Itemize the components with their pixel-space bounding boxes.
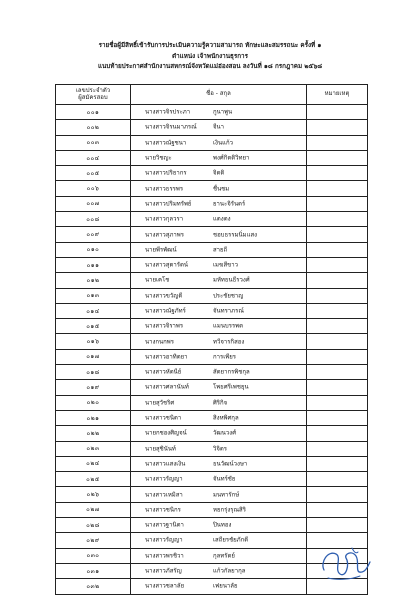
candidate-last-name: เฟยนาลัย xyxy=(213,582,238,590)
header-position: ตำแหน่ง เจ้าพนักงานธุรการ xyxy=(172,52,248,60)
note-cell xyxy=(307,334,368,349)
candidate-id-cell: ๐๒๑ xyxy=(56,410,131,425)
candidate-id-cell: ๐๐๗ xyxy=(56,196,131,211)
candidate-first-name: นางสาวจิรประภา xyxy=(145,108,191,116)
candidate-first-name: นางสาวชลาลัย xyxy=(145,582,185,590)
table-row xyxy=(56,487,368,502)
candidate-first-name: นางสาวภัสรัญ xyxy=(145,567,182,575)
note-cell xyxy=(307,441,368,456)
column-header-candidate-id-line1: เลขประจำตัว xyxy=(75,87,111,94)
table-row xyxy=(56,319,368,334)
candidate-name-cell xyxy=(131,441,307,456)
candidate-id-cell: ๐๒๓ xyxy=(56,441,131,456)
table-row xyxy=(56,365,368,380)
candidate-name-cell xyxy=(131,502,307,517)
table-row xyxy=(56,181,368,196)
candidate-id-cell: ๐๐๓ xyxy=(56,135,131,150)
candidate-name-cell xyxy=(131,242,307,257)
candidate-first-name: นางสาวชนิกร xyxy=(145,506,181,514)
candidate-first-name: นางสาวเหมิสา xyxy=(145,491,183,499)
note-cell xyxy=(307,196,368,211)
candidate-id-cell: ๐๐๕ xyxy=(56,166,131,181)
note-cell xyxy=(307,227,368,242)
table-row xyxy=(56,334,368,349)
candidate-first-name: นางสาวจิราพร xyxy=(145,322,184,330)
table-row xyxy=(56,242,368,257)
candidate-first-name: นางสาวศลานันท์ xyxy=(145,383,189,391)
table-row xyxy=(56,257,368,272)
candidate-name-cell xyxy=(131,533,307,548)
candidate-first-name: นายกชองศิญจน์ xyxy=(145,429,187,437)
candidate-table xyxy=(55,84,368,595)
candidate-last-name: จันทร์ชัย xyxy=(213,475,236,483)
candidate-last-name: สัตยากรพิชกุล xyxy=(213,368,250,376)
note-cell xyxy=(307,472,368,487)
candidate-last-name: สายถี xyxy=(213,246,228,254)
note-cell xyxy=(307,120,368,135)
candidate-first-name: นางสาวกุลวรา xyxy=(145,215,184,223)
note-cell xyxy=(307,303,368,318)
table-row xyxy=(56,105,368,120)
candidate-first-name: นายสุชินันท์ xyxy=(145,445,176,453)
candidate-name-cell xyxy=(131,349,307,364)
table-row xyxy=(56,410,368,425)
candidate-id-cell: ๐๒๙ xyxy=(56,533,131,548)
candidate-id-cell: ๐๑๐ xyxy=(56,242,131,257)
candidate-last-name: พงศ์กิตติวิทยา xyxy=(213,154,250,162)
candidate-id-cell: ๐๐๙ xyxy=(56,227,131,242)
candidate-id-cell: ๐๐๖ xyxy=(56,181,131,196)
note-cell xyxy=(307,242,368,257)
candidate-name-cell xyxy=(131,563,307,578)
column-header-candidate-id-line2: ผู้สมัครสอบ xyxy=(78,93,108,101)
table-row xyxy=(56,196,368,211)
candidate-last-name: ศิริกิจ xyxy=(213,399,228,407)
table-row xyxy=(56,150,368,165)
table-row xyxy=(56,426,368,441)
candidate-last-name: หยกรุ่งรุณสิริ xyxy=(213,506,246,514)
candidate-id-cell: ๐๒๒ xyxy=(56,426,131,441)
table-row xyxy=(56,395,368,410)
candidate-name-cell xyxy=(131,273,307,288)
candidate-id-cell: ๐๑๒ xyxy=(56,273,131,288)
candidate-last-name: โพธศรีเพชยุน xyxy=(213,383,249,391)
candidate-id-cell: ๐๓๑ xyxy=(56,563,131,578)
candidate-first-name: นางสาวสุดารัตน์ xyxy=(145,261,188,269)
candidate-last-name: การเพียร xyxy=(213,353,236,361)
table-row xyxy=(56,472,368,487)
table-row xyxy=(56,456,368,471)
candidate-first-name: นางสาวปริยากร xyxy=(145,169,187,177)
candidate-name-cell xyxy=(131,288,307,303)
candidate-name-cell xyxy=(131,518,307,533)
candidate-id-cell: ๐๐๔ xyxy=(56,150,131,165)
candidate-id-cell: ๐๑๑ xyxy=(56,257,131,272)
candidate-first-name: นางสาวแสงเงิน xyxy=(145,460,186,468)
signature-mark xyxy=(316,540,376,584)
note-cell xyxy=(307,349,368,364)
note-cell xyxy=(307,166,368,181)
candidate-name-cell xyxy=(131,105,307,120)
candidate-first-name: นางสาวขวัญดี xyxy=(145,292,183,300)
note-cell xyxy=(307,150,368,165)
candidate-last-name: จีนา xyxy=(213,123,224,131)
candidate-name-cell xyxy=(131,365,307,380)
candidate-first-name: นางสาวสุภาพร xyxy=(145,231,184,239)
candidate-last-name: ธนวัฒน์วงษา xyxy=(213,460,248,468)
candidate-name-cell xyxy=(131,380,307,395)
candidate-name-cell xyxy=(131,135,307,150)
candidate-name-cell xyxy=(131,319,307,334)
candidate-name-cell xyxy=(131,181,307,196)
candidate-first-name: นางสาวชนิดา xyxy=(145,414,182,422)
candidate-id-cell: ๐๐๒ xyxy=(56,120,131,135)
table-row xyxy=(56,212,368,227)
candidate-first-name: นางสาวณัฐชนา xyxy=(145,139,187,147)
note-cell xyxy=(307,105,368,120)
note-cell xyxy=(307,181,368,196)
candidate-first-name: นางสาวหัตนีย์ xyxy=(145,368,182,376)
candidate-last-name: วัฒนวงศ์ xyxy=(213,429,236,437)
candidate-last-name: ยานะจิรันตร์ xyxy=(213,200,246,208)
candidate-first-name: นางกนกพร xyxy=(145,338,174,346)
candidate-id-cell: ๐๑๙ xyxy=(56,380,131,395)
candidate-name-cell xyxy=(131,579,307,594)
candidate-last-name: มนทารักษ์ xyxy=(213,491,240,499)
candidate-last-name: กุลทรัตย์ xyxy=(213,552,235,560)
candidate-first-name: นางสาวปริมทรัพย์ xyxy=(145,200,192,208)
candidate-id-cell: ๐๑๘ xyxy=(56,365,131,380)
candidate-name-cell xyxy=(131,487,307,502)
candidate-name-cell xyxy=(131,456,307,471)
candidate-id-cell: ๐๒๖ xyxy=(56,487,131,502)
candidate-first-name: นางสาวรัญญา xyxy=(145,475,183,483)
header-announcement: แนบท้ายประกาศสำนักงานสหกรณ์จังหวัดแม่ฮ่องสอน ลงวันที่ ๑๘ กรกฎาคม ๒๕๖๘ xyxy=(97,63,323,70)
candidate-id-cell: ๐๑๗ xyxy=(56,349,131,364)
column-header-candidate-id xyxy=(56,85,131,105)
candidate-id-cell: ๐๑๕ xyxy=(56,319,131,334)
note-cell xyxy=(307,380,368,395)
candidate-id-cell: ๐๓๒ xyxy=(56,579,131,594)
column-header-note: หมายเหตุ xyxy=(307,85,368,105)
candidate-name-cell xyxy=(131,196,307,211)
table-row xyxy=(56,441,368,456)
candidate-name-cell xyxy=(131,120,307,135)
table-row xyxy=(56,518,368,533)
candidate-first-name: นางสาวรัญญา xyxy=(145,536,183,544)
note-cell xyxy=(307,518,368,533)
table-header-row xyxy=(56,85,368,105)
candidate-id-cell: ๐๒๗ xyxy=(56,502,131,517)
candidate-last-name: แก้วกัลยากุล xyxy=(213,567,246,575)
candidate-first-name: นายพีรพัฒน์ xyxy=(145,246,177,254)
table-row xyxy=(56,166,368,181)
candidate-first-name: นายวิชญะ xyxy=(145,154,172,162)
candidate-id-cell: ๐๑๓ xyxy=(56,288,131,303)
note-cell xyxy=(307,319,368,334)
note-cell xyxy=(307,502,368,517)
table-row xyxy=(56,349,368,364)
candidate-first-name: นางสาวอาทิตยา xyxy=(145,353,188,361)
table-row xyxy=(56,502,368,517)
candidate-name-cell xyxy=(131,257,307,272)
candidate-last-name: สิงหพิศกุล xyxy=(213,414,239,422)
table-row xyxy=(56,303,368,318)
candidate-last-name: ทวีจารกิสอง xyxy=(213,338,245,346)
candidate-id-cell: ๐๓๐ xyxy=(56,548,131,563)
note-cell xyxy=(307,410,368,425)
candidate-first-name: นางสาวจิรนมาภรณ์ xyxy=(145,123,197,131)
note-cell xyxy=(307,212,368,227)
table-row xyxy=(56,227,368,242)
candidate-id-cell: ๐๐๑ xyxy=(56,105,131,120)
candidate-name-cell xyxy=(131,227,307,242)
candidate-last-name: กูนาพูน xyxy=(213,108,233,116)
candidate-name-cell xyxy=(131,395,307,410)
candidate-last-name: แดงตง xyxy=(213,215,231,223)
candidate-name-cell xyxy=(131,472,307,487)
candidate-first-name: นายสุวัชริศ xyxy=(145,399,175,407)
candidate-first-name: นายเคโช xyxy=(145,276,170,284)
table-row xyxy=(56,288,368,303)
candidate-last-name: วิจิตร xyxy=(213,445,228,453)
candidate-last-name: เสถียรชัยภักดี xyxy=(213,536,249,544)
candidate-first-name: นางสาวธรรพร xyxy=(145,185,184,193)
note-cell xyxy=(307,365,368,380)
table-row xyxy=(56,273,368,288)
table-body xyxy=(56,105,368,595)
note-cell xyxy=(307,257,368,272)
candidate-name-cell xyxy=(131,410,307,425)
candidate-last-name: เมฆสีขาว xyxy=(213,261,238,269)
candidate-name-cell xyxy=(131,150,307,165)
candidate-id-cell: ๐๒๘ xyxy=(56,518,131,533)
table-row xyxy=(56,380,368,395)
note-cell xyxy=(307,487,368,502)
note-cell xyxy=(307,426,368,441)
candidate-first-name: นางสาวพรชิวา xyxy=(145,552,184,560)
candidate-last-name: ประชัยชาญ xyxy=(213,292,244,300)
candidate-last-name: แมนบรรพต xyxy=(213,322,244,330)
candidate-name-cell xyxy=(131,426,307,441)
column-header-name: ชื่อ - สกุล xyxy=(131,85,307,105)
table-row xyxy=(56,135,368,150)
candidate-last-name: ปินทอง xyxy=(213,521,232,529)
candidate-name-cell xyxy=(131,548,307,563)
table-row xyxy=(56,120,368,135)
candidate-id-cell: ๐๑๔ xyxy=(56,303,131,318)
candidate-name-cell xyxy=(131,212,307,227)
header-title: รายชื่อผู้มีสิทธิ์เข้ารับการประเมินความรู้ความสามารถ ทักษะและสมรรถนะ ครั้งที่ ๑ xyxy=(98,42,322,49)
note-cell xyxy=(307,456,368,471)
candidate-name-cell xyxy=(131,166,307,181)
note-cell xyxy=(307,135,368,150)
candidate-name-cell xyxy=(131,303,307,318)
note-cell xyxy=(307,288,368,303)
candidate-name-cell xyxy=(131,334,307,349)
candidate-id-cell: ๐๒๕ xyxy=(56,472,131,487)
candidate-last-name: ชอบธรรมนิ่มแสง xyxy=(213,231,258,239)
candidate-last-name: มหัทธนธีรวงศ์ xyxy=(213,276,250,284)
candidate-id-cell: ๐๒๐ xyxy=(56,395,131,410)
document-header xyxy=(60,41,360,73)
candidate-last-name: จันทราภรณ์ xyxy=(213,307,244,315)
note-cell xyxy=(307,273,368,288)
candidate-last-name: เงินแก้ว xyxy=(213,139,233,147)
candidate-first-name: นางสาวณัฐภัทร์ xyxy=(145,307,186,315)
note-cell xyxy=(307,395,368,410)
candidate-id-cell: ๐๑๖ xyxy=(56,334,131,349)
candidate-first-name: นางสาวฐานิตา xyxy=(145,521,184,529)
candidate-id-cell: ๐๐๘ xyxy=(56,212,131,227)
candidate-last-name: ชื่นชม xyxy=(213,185,230,193)
candidate-id-cell: ๐๒๔ xyxy=(56,456,131,471)
candidate-last-name: จิตติ xyxy=(213,169,225,177)
